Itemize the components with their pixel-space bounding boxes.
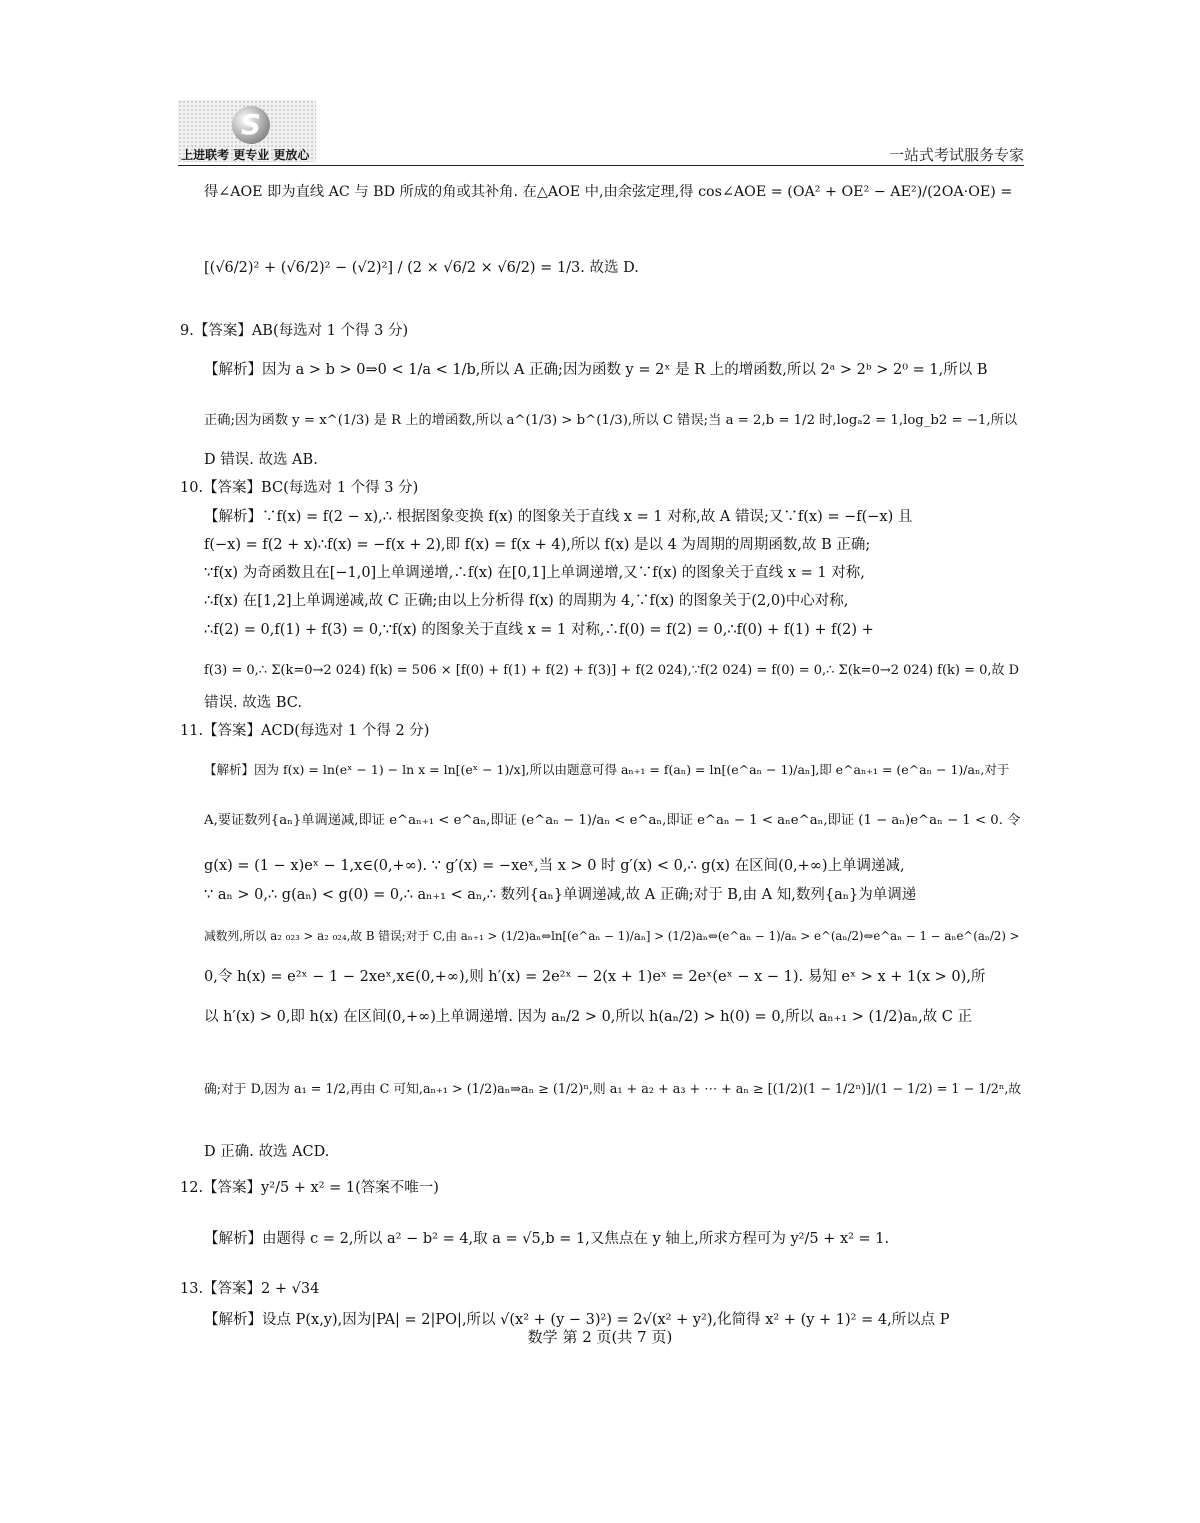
solution-line: 11.【答案】ACD(每选对 1 个得 2 分): [180, 723, 430, 739]
solution-line: ∴f(2) = 0,f(1) + f(3) = 0,∵f(x) 的图象关于直线 x = 1 对称,∴f(0) = f(2) = 0,∴f(0) + f(1) + f(2) +: [204, 622, 874, 638]
solution-line: g(x) = (1 − x)eˣ − 1,x∈(0,+∞). ∵ g′(x) = −xeˣ,当 x > 0 时 g′(x) < 0,∴ g(x) 在区间(0,+∞)上单调递减,: [204, 858, 905, 874]
solution-line: 正确;因为函数 y = x^(1/3) 是 R 上的增函数,所以 a^(1/3) > b^(1/3),所以 C 错误;当 a = 2,b = 1/2 时,logₐ2 = 1,log_b2 = −1,所以: [204, 413, 1018, 428]
header-tagline: 一站式考试服务专家: [888, 146, 1024, 164]
solution-line: 【解析】设点 P(x,y),因为|PA| = 2|PO|,所以 √(x² + (y − 3)²) = 2√(x² + y²),化简得 x² + (y + 1)² = 4,所以点 P: [204, 1312, 950, 1328]
solution-line: 13.【答案】2 + √34: [180, 1281, 320, 1297]
solution-line: 以 h′(x) > 0,即 h(x) 在区间(0,+∞)上单调递增. 因为 aₙ/2 > 0,所以 h(aₙ/2) > h(0) = 0,所以 aₙ₊₁ > (1/2)aₙ,故 C 正: [204, 1009, 973, 1025]
solution-line: 【解析】∵f(x) = f(2 − x),∴ 根据图象变换 f(x) 的图象关于直线 x = 1 对称,故 A 错误;又∵f(x) = −f(−x) 且: [204, 509, 913, 525]
solution-line: ∴f(x) 在[1,2]上单调递减,故 C 正确;由以上分析得 f(x) 的周期为 4,∵f(x) 的图象关于(2,0)中心对称,: [204, 593, 849, 609]
solution-line: f(−x) = f(2 + x)∴f(x) = −f(x + 2),即 f(x) = f(x + 4),所以 f(x) 是以 4 为周期的周期函数,故 B 正确;: [204, 537, 871, 553]
solution-line: ∵ aₙ > 0,∴ g(aₙ) < g(0) = 0,∴ aₙ₊₁ < aₙ,∴ 数列{aₙ}单调递减,故 A 正确;对于 B,由 A 知,数列{aₙ}为单调递: [204, 887, 917, 903]
header-divider: [178, 165, 1024, 166]
solution-line: 10.【答案】BC(每选对 1 个得 3 分): [180, 480, 419, 496]
solution-line: f(3) = 0,∴ Σ(k=0→2 024) f(k) = 506 × [f(0) + f(1) + f(2) + f(3)] + f(2 024),∵f(2 024) = f(0) = 0,∴ Σ(k=0→2 024) f(k) = 0,故 D: [204, 663, 1020, 678]
solution-line: D 错误. 故选 AB.: [204, 452, 318, 468]
logo-slogan: 上进联考 更专业 更放心: [181, 148, 310, 162]
solution-line: A,要证数列{aₙ}单调递减,即证 e^aₙ₊₁ < e^aₙ,即证 (e^aₙ − 1)/aₙ < e^aₙ,即证 e^aₙ − 1 < aₙe^aₙ,即证 (1 − aₙ)e^aₙ − 1 < 0. 令: [204, 813, 1021, 828]
page-footer: 数学 第 2 页(共 7 页): [527, 1328, 673, 1346]
solution-line: [(√6/2)² + (√6/2)² − (√2)²] / (2 × √6/2 × √6/2) = 1/3. 故选 D.: [204, 260, 639, 276]
solution-line: 错误. 故选 BC.: [204, 695, 302, 711]
solution-line: 12.【答案】y²/5 + x² = 1(答案不唯一): [180, 1180, 439, 1196]
solution-line: 9.【答案】AB(每选对 1 个得 3 分): [180, 323, 409, 339]
solution-line: 【解析】因为 f(x) = ln(eˣ − 1) − ln x = ln[(eˣ − 1)/x],所以由题意可得 aₙ₊₁ = f(aₙ) = ln[(e^aₙ − 1)/aₙ],即 e^aₙ₊₁ = (e^aₙ − 1)/aₙ,对于: [204, 762, 1010, 777]
solution-line: ∵f(x) 为奇函数且在[−1,0]上单调递增,∴f(x) 在[0,1]上单调递增,又∵f(x) 的图象关于直线 x = 1 对称,: [204, 565, 865, 581]
solution-line: 得∠AOE 即为直线 AC 与 BD 所成的角或其补角. 在△AOE 中,由余弦定理,得 cos∠AOE = (OA² + OE² − AE²)/(2OA·OE) =: [204, 184, 1013, 200]
solution-line: 【解析】由题得 c = 2,所以 a² − b² = 4,取 a = √5,b = 1,又焦点在 y 轴上,所求方程可为 y²/5 + x² = 1.: [204, 1231, 890, 1247]
logo-s-glyph: S: [240, 108, 262, 141]
solution-line: 确;对于 D,因为 a₁ = 1/2,再由 C 可知,aₙ₊₁ > (1/2)aₙ⇒aₙ ≥ (1/2)ⁿ,则 a₁ + a₂ + a₃ + ⋯ + aₙ ≥ [(1/2)(1 − 1/2ⁿ)]/(1 − 1/2) = 1 − 1/2ⁿ,故: [204, 1082, 1022, 1097]
solution-line: 【解析】因为 a > b > 0⇒0 < 1/a < 1/b,所以 A 正确;因为函数 y = 2ˣ 是 R 上的增函数,所以 2ᵃ > 2ᵇ > 2⁰ = 1,所以 B: [204, 362, 988, 378]
solution-line: D 正确. 故选 ACD.: [204, 1144, 330, 1160]
solution-line: 0,令 h(x) = e²ˣ − 1 − 2xeˣ,x∈(0,+∞),则 h′(x) = 2e²ˣ − 2(x + 1)eˣ = 2eˣ(eˣ − x − 1). 易知 eˣ > x + 1(x > 0),所: [204, 969, 986, 985]
solution-line: 减数列,所以 a₂ ₀₂₃ > a₂ ₀₂₄,故 B 错误;对于 C,由 aₙ₊₁ > (1/2)aₙ⇔ln[(e^aₙ − 1)/aₙ] > (1/2)aₙ⇔(e^aₙ − 1)/aₙ > e^(aₙ/2)⇔e^aₙ − 1 − aₙe^(aₙ/2) >: [204, 929, 1020, 943]
